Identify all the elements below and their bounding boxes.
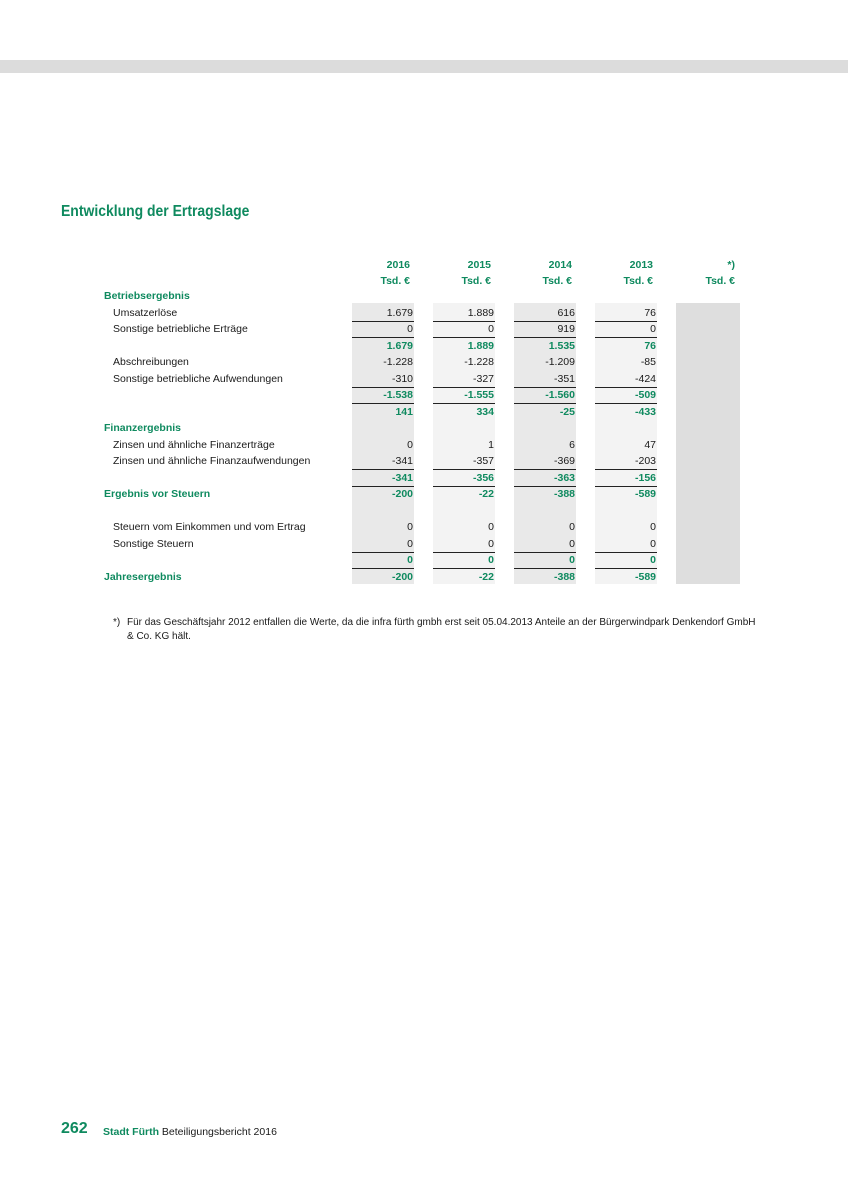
table-cell: 1.535	[548, 339, 575, 352]
table-cell: -369	[553, 455, 575, 467]
table-cell: -341	[391, 455, 413, 467]
sum-line	[433, 469, 495, 470]
row-label: Sonstige Steuern	[113, 537, 194, 550]
footer-report: Beteiligungsbericht 2016	[161, 1126, 277, 1138]
header-year-2015: 2015	[467, 259, 491, 271]
table-cell: 0	[488, 537, 494, 550]
table-cell: -203	[634, 455, 656, 467]
sum-line	[595, 387, 657, 388]
table-cell: -1.209	[545, 356, 575, 368]
table-cell: -388	[553, 570, 575, 583]
sum-line	[352, 337, 414, 338]
table-cell: 0	[488, 521, 494, 533]
row-label: Umsatzerlöse	[113, 306, 178, 319]
table-cell: 0	[569, 554, 575, 566]
table-cell: 0	[407, 554, 413, 566]
sum-line	[514, 337, 576, 338]
table-cell: 1.679	[386, 306, 413, 319]
table-cell: 1.889	[467, 306, 494, 319]
table-cell: -351	[553, 372, 575, 385]
sum-line	[433, 337, 495, 338]
table-row	[0, 505, 848, 522]
table-row	[0, 307, 848, 324]
sum-line	[352, 469, 414, 470]
table-cell: -341	[391, 471, 413, 484]
header-year-2016: 2016	[386, 259, 410, 271]
sum-line	[514, 486, 576, 487]
table-cell: -589	[634, 488, 656, 500]
sum-line	[595, 337, 657, 338]
table-cell: 0	[407, 438, 413, 451]
sum-line	[514, 469, 576, 470]
row-label: Ergebnis vor Steuern	[104, 488, 211, 500]
table-row	[0, 571, 848, 588]
row-label: Zinsen und ähnliche Finanzerträge	[113, 438, 275, 451]
table-cell: 0	[569, 537, 575, 550]
sum-line	[514, 321, 576, 322]
table-row	[0, 340, 848, 357]
header-unit-footnote: Tsd. €	[705, 275, 735, 287]
top-bar	[0, 60, 848, 73]
table-cell: -1.560	[545, 389, 575, 401]
sum-line	[433, 403, 495, 404]
table-row	[0, 356, 848, 373]
table-cell: 616	[557, 306, 575, 319]
table-cell: 0	[488, 323, 494, 335]
sum-line	[595, 568, 657, 569]
sum-line	[595, 321, 657, 322]
header-unit-2016: Tsd. €	[380, 275, 410, 287]
table-cell: 0	[407, 537, 413, 550]
table-cell: -1.538	[383, 389, 413, 401]
table-row	[0, 422, 848, 439]
table-cell: 0	[650, 554, 656, 566]
sum-line	[352, 403, 414, 404]
table-cell: 6	[569, 438, 575, 451]
table-cell: -589	[634, 570, 656, 583]
sum-line	[433, 486, 495, 487]
sum-line	[514, 552, 576, 553]
table-cell: 76	[644, 339, 656, 352]
row-label: Jahresergebnis	[104, 570, 182, 583]
header-unit-2013: Tsd. €	[623, 275, 653, 287]
table-cell: 1	[488, 438, 494, 451]
table-cell: -25	[559, 405, 575, 418]
row-label: Sonstige betriebliche Aufwendungen	[113, 372, 283, 385]
table-cell: -22	[478, 488, 494, 500]
sum-line	[433, 321, 495, 322]
table-row	[0, 439, 848, 456]
table-row	[0, 323, 848, 340]
header-year-2014: 2014	[548, 259, 572, 271]
table-cell: -433	[634, 405, 656, 418]
table-cell: 1.679	[386, 339, 413, 352]
table-cell: 0	[650, 537, 656, 550]
footnote	[113, 616, 763, 644]
footer-publisher: Stadt Fürth	[103, 1126, 159, 1138]
sum-line	[514, 403, 576, 404]
table-cell: 919	[557, 323, 575, 335]
footnote-text: Für das Geschäftsjahr 2012 entfallen die Werte, da die infra fürth gmbh erst seit 05.04.2013 Anteile an der Bürgerwindpark Denkendorf GmbH & Co. KG hält.	[127, 617, 756, 642]
table-row	[0, 521, 848, 538]
table-cell: -156	[634, 471, 656, 484]
table-row	[0, 455, 848, 472]
page-footer	[103, 1126, 277, 1138]
row-label: Sonstige betriebliche Erträge	[113, 323, 248, 335]
page-number: 262	[61, 1120, 88, 1137]
row-label: Zinsen und ähnliche Finanzaufwendungen	[113, 455, 311, 467]
table-cell: -200	[391, 570, 413, 583]
table-row	[0, 488, 848, 505]
table-row	[0, 472, 848, 489]
sum-line	[352, 321, 414, 322]
table-cell: -1.228	[464, 356, 494, 368]
header-unit-2015: Tsd. €	[461, 275, 491, 287]
row-label: Betriebsergebnis	[104, 290, 190, 302]
table-cell: -357	[472, 455, 494, 467]
table-cell: -200	[391, 488, 413, 500]
table-cell: 0	[650, 521, 656, 533]
row-label: Abschreibungen	[113, 356, 189, 368]
table-cell: -424	[634, 372, 656, 385]
table-cell: 141	[395, 405, 413, 418]
table-cell: -509	[634, 389, 656, 401]
row-label: Steuern vom Einkommen und vom Ertrag	[113, 521, 306, 533]
sum-line	[352, 486, 414, 487]
table-cell: 0	[488, 554, 494, 566]
table-row	[0, 406, 848, 423]
table-cell: 0	[650, 323, 656, 335]
sum-line	[433, 568, 495, 569]
table-cell: 0	[407, 323, 413, 335]
table-cell: -1.228	[383, 356, 413, 368]
sum-line	[595, 469, 657, 470]
table-cell: -363	[553, 471, 575, 484]
footnote-marker: *)	[113, 617, 121, 628]
sum-line	[595, 403, 657, 404]
sum-line	[352, 552, 414, 553]
table-row	[0, 373, 848, 390]
table-cell: 76	[644, 306, 656, 319]
sum-line	[514, 387, 576, 388]
table-row	[0, 554, 848, 571]
sum-line	[595, 486, 657, 487]
table-cell: -22	[478, 570, 494, 583]
table-row	[0, 538, 848, 555]
sum-line	[595, 552, 657, 553]
sum-line	[433, 552, 495, 553]
table-row	[0, 290, 848, 307]
row-label: Finanzergebnis	[104, 422, 182, 434]
sum-line	[352, 387, 414, 388]
table-cell: -327	[472, 372, 494, 385]
table-cell: 0	[407, 521, 413, 533]
table-cell: 47	[644, 438, 656, 451]
table-cell: -388	[553, 488, 575, 500]
table-cell: -1.555	[464, 389, 494, 401]
header-year-footnote: *)	[727, 259, 735, 271]
table-row	[0, 389, 848, 406]
table-cell: 334	[476, 405, 494, 418]
header-year-2013: 2013	[629, 259, 653, 271]
table-cell: -85	[640, 356, 656, 368]
table-cell: -356	[472, 471, 494, 484]
table-cell: 1.889	[467, 339, 494, 352]
page-title: Entwicklung der Ertragslage	[61, 203, 250, 220]
sum-line	[514, 568, 576, 569]
header-unit-2014: Tsd. €	[542, 275, 572, 287]
table-cell: -310	[391, 372, 413, 385]
sum-line	[433, 387, 495, 388]
table-cell: 0	[569, 521, 575, 533]
sum-line	[352, 568, 414, 569]
